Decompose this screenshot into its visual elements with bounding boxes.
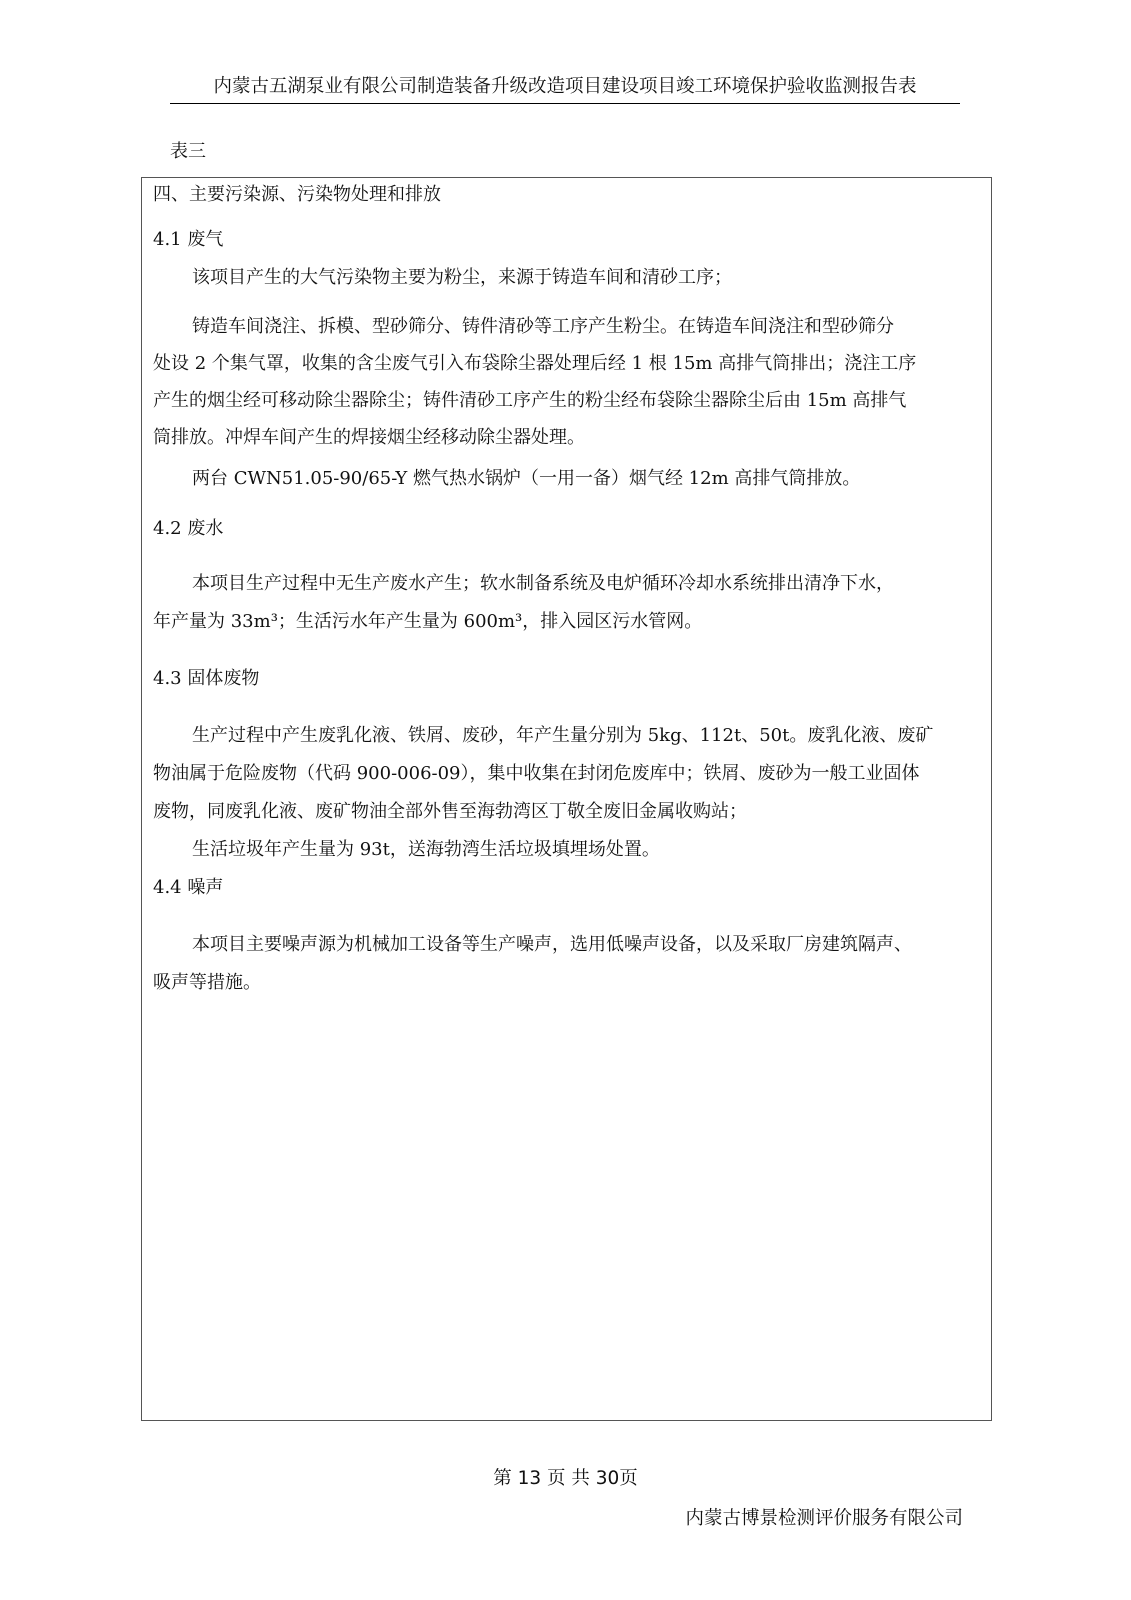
- paragraph-line: 产生的烟尘经可移动除尘器除尘；铸件清砂工序产生的粉尘经布袋除尘器除尘后由 15m 高排气: [153, 390, 907, 411]
- paragraph-line: 两台 CWN51.05-90/65-Y 燃气热水锅炉（一用一备）烟气经 12m 高排气筒排放。: [192, 468, 861, 489]
- section-title: 四、主要污染源、污染物处理和排放: [153, 184, 441, 205]
- paragraph-line: 处设 2 个集气罩，收集的含尘废气引入布袋除尘器处理后经 1 根 15m 高排气筒排出；浇注工序: [153, 353, 917, 374]
- heading-4-2: 4.2 废水: [153, 518, 224, 539]
- page-number: 第 13 页 共 30页: [493, 1468, 638, 1489]
- footer-company: 内蒙古博景检测评价服务有限公司: [685, 1508, 963, 1529]
- paragraph-line: 年产量为 33m³；生活污水年产生量为 600m³，排入园区污水管网。: [153, 611, 703, 632]
- report-title: 内蒙古五湖泵业有限公司制造装备升级改造项目建设项目竣工环境保护验收监测报告表: [213, 76, 917, 97]
- heading-4-4: 4.4 噪声: [153, 877, 224, 898]
- paragraph-line: 铸造车间浇注、拆模、型砂筛分、铸件清砂等工序产生粉尘。在铸造车间浇注和型砂筛分: [192, 316, 894, 337]
- paragraph-line: 生产过程中产生废乳化液、铁屑、废砂，年产生量分别为 5kg、112t、50t。废乳化液、废矿: [192, 725, 934, 746]
- paragraph-line: 本项目主要噪声源为机械加工设备等生产噪声，选用低噪声设备，以及采取厂房建筑隔声、: [192, 934, 912, 955]
- paragraph-line: 筒排放。冲焊车间产生的焊接烟尘经移动除尘器处理。: [153, 427, 585, 448]
- paragraph-line: 本项目生产过程中无生产废水产生；软水制备系统及电炉循环冷却水系统排出清净下水，: [192, 573, 894, 594]
- table-label: 表三: [170, 141, 206, 162]
- header-divider: [170, 103, 960, 104]
- heading-4-3: 4.3 固体废物: [153, 668, 260, 689]
- paragraph-line: 生活垃圾年产生量为 93t，送海勃湾生活垃圾填埋场处置。: [192, 839, 660, 860]
- paragraph-line: 吸声等措施。: [153, 972, 261, 993]
- paragraph-line: 废物，同废乳化液、废矿物油全部外售至海勃湾区丁敬全废旧金属收购站；: [153, 801, 747, 822]
- paragraph-line: 物油属于危险废物（代码 900-006-09），集中收集在封闭危废库中；铁屑、废砂为一般工业固体: [153, 763, 920, 784]
- paragraph-line: 该项目产生的大气污染物主要为粉尘，来源于铸造车间和清砂工序；: [192, 267, 732, 288]
- heading-4-1: 4.1 废气: [153, 229, 224, 250]
